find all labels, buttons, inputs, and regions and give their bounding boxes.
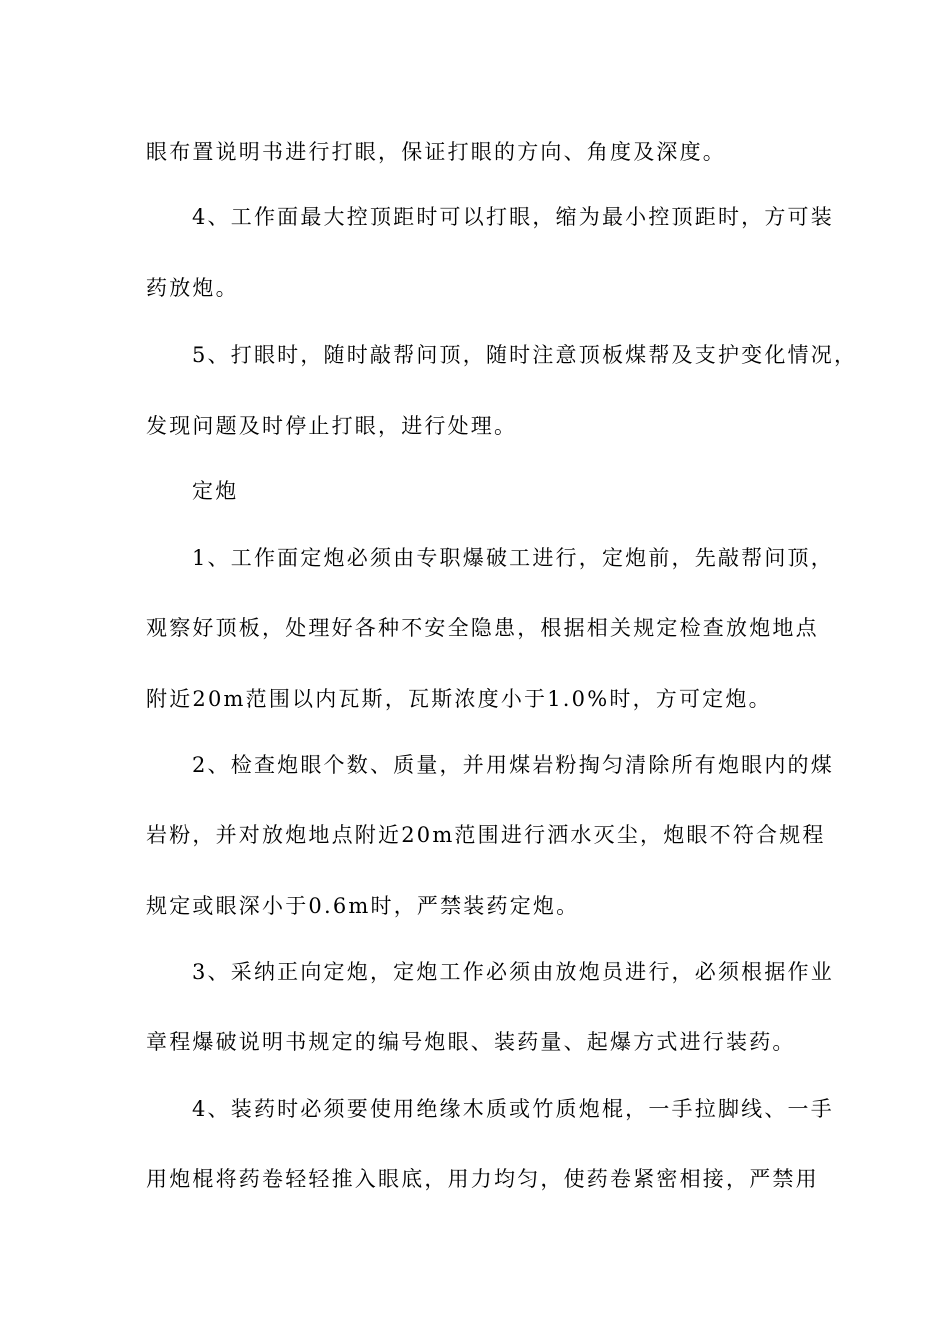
paragraph-line: 章程爆破说明书规定的编号炮眼、装药量、起爆方式进行装药。 [146,1030,796,1054]
paragraph-line: 1、工作面定炮必须由专职爆破工进行，定炮前，先敲帮问顶， [192,546,834,570]
paragraph-line: 2、检查炮眼个数、质量，并用煤岩粉掏匀清除所有炮眼内的煤 [192,753,834,777]
paragraph-line: 附近20m范围以内瓦斯，瓦斯浓度小于1.0%时，方可定炮。 [146,687,772,711]
paragraph-line: 发现问题及时停止打眼，进行处理。 [146,414,518,438]
paragraph-line: 4、装药时必须要使用绝缘木质或竹质炮棍，一手拉脚线、一手 [192,1097,834,1121]
paragraph-line: 规定或眼深小于0.6m时，严禁装药定炮。 [146,894,580,918]
paragraph-line: 岩粉，并对放炮地点附近20m范围进行洒水灭尘，炮眼不符合规程 [146,823,826,847]
section-heading: 定炮 [192,479,239,503]
paragraph-line: 4、工作面最大控顶距时可以打眼，缩为最小控顶距时，方可装 [192,205,834,229]
paragraph-line: 药放炮。 [146,276,239,300]
paragraph-line: 5、打眼时，随时敲帮问顶，随时注意顶板煤帮及支护变化情况， [192,343,858,367]
paragraph-line: 用炮棍将药卷轻轻推入眼底，用力均匀，使药卷紧密相接，严禁用 [146,1167,819,1191]
paragraph-line: 眼布置说明书进行打眼，保证打眼的方向、角度及深度。 [146,140,726,164]
paragraph-line: 3、采纳正向定炮，定炮工作必须由放炮员进行，必须根据作业 [192,960,834,984]
paragraph-line: 观察好顶板，处理好各种不安全隐患，根据相关规定检查放炮地点 [146,616,819,640]
